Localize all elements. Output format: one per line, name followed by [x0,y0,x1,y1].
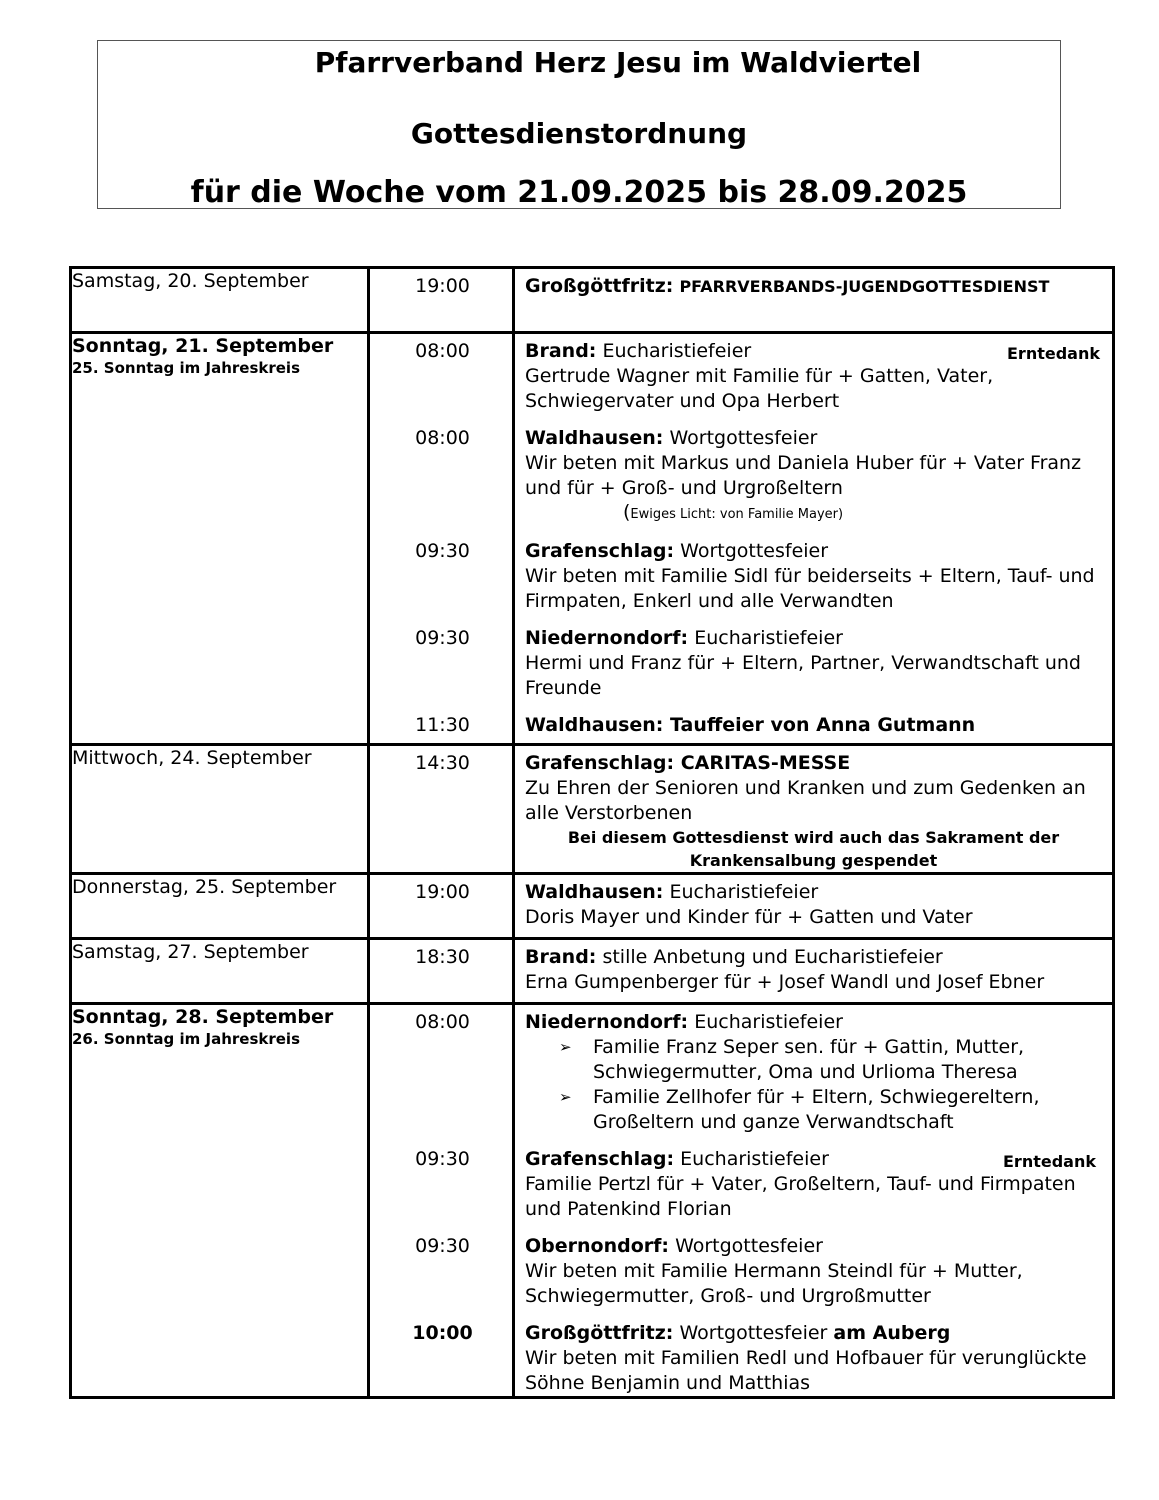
time-cell [369,745,514,874]
venue-detail: am Auberg [833,1322,951,1344]
day-label: Sonntag, 21. September [72,335,334,357]
time: 11:30 [415,714,470,736]
time: 19:00 [415,881,470,903]
service-type: PFARRVERBANDS-JUGENDGOTTESDIENST [679,277,1050,296]
parish-title: Pfarrverband Herz Jesu im Waldviertel [314,46,922,79]
intention-line: Erna Gumpenberger für + Josef Wandl und Josef Ebner [525,971,1045,993]
intention-line: Wir beten mit Familie Hermann Steindl für + Mutter, [525,1260,1023,1282]
time: 14:30 [415,752,470,774]
intention-line: Wir beten mit Familie Sidl für beiderseits + Eltern, Tauf- und [525,565,1095,587]
time-cell [369,1004,514,1398]
location: Niedernondorf: [525,1011,689,1033]
time: 09:30 [415,1148,470,1170]
time: 08:00 [415,1011,470,1033]
time: 18:30 [415,946,470,968]
event-cell [514,874,1114,939]
day-cell [71,1004,369,1398]
intention-line: alle Verstorbenen [525,802,693,824]
event-cell [514,333,1114,745]
title-box [97,40,1061,209]
arrow-bullet-icon: ➢ [559,1038,572,1056]
intention-line: und Patenkind Florian [525,1198,732,1220]
occasion-tag: Erntedank [1007,344,1100,363]
service-type: stille Anbetung und Eucharistiefeier [602,946,943,968]
location: Waldhausen: [525,427,664,449]
event-cell [514,939,1114,1004]
intention-line: Söhne Benjamin und Matthias [525,1372,811,1394]
time: 19:00 [415,275,470,297]
time-cell [369,268,514,333]
service-type: Eucharistiefeier [694,1011,843,1033]
time: 09:30 [415,627,470,649]
intention-line: Hermi und Franz für + Eltern, Partner, Verwandtschaft und [525,652,1081,674]
service-type: Eucharistiefeier [669,881,819,903]
location: Brand: [525,946,597,968]
table-row [71,745,1114,874]
location: Grafenschlag: CARITAS-MESSE [525,752,851,774]
intention-line: Familie Pertzl für + Vater, Großeltern, Tauf- und Firmpaten [525,1173,1076,1195]
day-label: Mittwoch, 24. September [72,747,312,769]
location: Obernondorf: [525,1235,670,1257]
intention-line: und für + Groß- und Urgroßeltern [525,477,843,499]
location: Waldhausen: [525,881,664,903]
service-type: Wortgottesfeier [675,1235,823,1257]
intention-line: Wir beten mit Markus und Daniela Huber für + Vater Franz [525,452,1082,474]
time: 09:30 [415,1235,470,1257]
list-item: ➢ Familie Zellhofer für + Eltern, Schwiegereltern, Großeltern und ganze Verwandtschaft [559,1086,1040,1133]
intention-line: Schwiegermutter, Groß- und Urgroßmutter [525,1285,931,1307]
intention-line: Freunde [525,677,602,699]
intention-line: Wir beten mit Familien Redl und Hofbauer für verunglückte [525,1347,1087,1369]
day-label: Samstag, 20. September [72,270,309,292]
location: Waldhausen: Tauffeier von Anna Gutmann [525,714,976,736]
table-row [71,333,1114,745]
occasion-tag: Erntedank [1003,1152,1096,1171]
intention-line: Firmpaten, Enkerl und alle Verwandten [525,590,894,612]
list-item: ➢ Familie Franz Seper sen. für + Gattin, Mutter, Schwiegermutter, Oma und Urlioma Theresa [559,1036,1025,1083]
event-cell [514,1004,1114,1398]
location: Brand: [525,340,597,362]
schedule-table [69,266,1115,1399]
location: Großgöttfritz: [525,275,674,297]
service-type: Eucharistiefeier [680,1148,829,1170]
day-cell [71,745,369,874]
time: 08:00 [415,427,470,449]
location: Grafenschlag: [525,540,675,562]
week-range: für die Woche vom 21.09.2025 bis 28.09.2025 [190,175,968,210]
day-cell [71,939,369,1004]
intention-line: Gertrude Wagner mit Familie für + Gatten, Vater, [525,365,994,387]
intention-line: Zu Ehren der Senioren und Kranken und zum Gedenken an [525,777,1086,799]
service-type: Wortgottesfeier [669,427,818,449]
table-row [71,874,1114,939]
event-cell [514,745,1114,874]
service-type: Eucharistiefeier [694,627,843,649]
day-label: Donnerstag, 25. September [72,876,337,898]
day-label: Samstag, 27. September [72,941,309,963]
intention-line: Schwiegervater und Opa Herbert [525,390,840,412]
day-cell [71,333,369,745]
day-cell [71,268,369,333]
time-cell [369,874,514,939]
table-row [71,268,1114,333]
location: Niedernondorf: [525,627,689,649]
table-row [71,1004,1114,1398]
time-cell [369,333,514,745]
service-type: Wortgottesfeier [679,1322,828,1344]
arrow-bullet-icon: ➢ [559,1088,572,1106]
day-cell [71,874,369,939]
time: 09:30 [415,540,470,562]
sacrament-note: Bei diesem Gottesdienst wird auch das Sakrament der Krankensalbung gespendet [567,828,1060,870]
liturgical-sunday: 25. Sonntag im Jahreskreis [72,359,301,377]
day-label: Sonntag, 28. September [72,1006,334,1028]
time: 08:00 [415,340,470,362]
eternal-light-note: (Ewiges Licht: von Familie Mayer) [623,501,844,523]
time-cell [369,939,514,1004]
service-type: Eucharistiefeier [602,340,752,362]
location: Großgöttfritz: [525,1322,674,1344]
time: 10:00 [412,1322,473,1344]
location: Grafenschlag: [525,1148,675,1170]
liturgical-sunday: 26. Sonntag im Jahreskreis [72,1030,301,1048]
intention-line: Doris Mayer und Kinder für + Gatten und Vater [525,906,973,928]
table-row [71,939,1114,1004]
event-cell [514,268,1114,333]
service-type: Wortgottesfeier [680,540,829,562]
document-title: Gottesdienstordnung [410,117,748,150]
